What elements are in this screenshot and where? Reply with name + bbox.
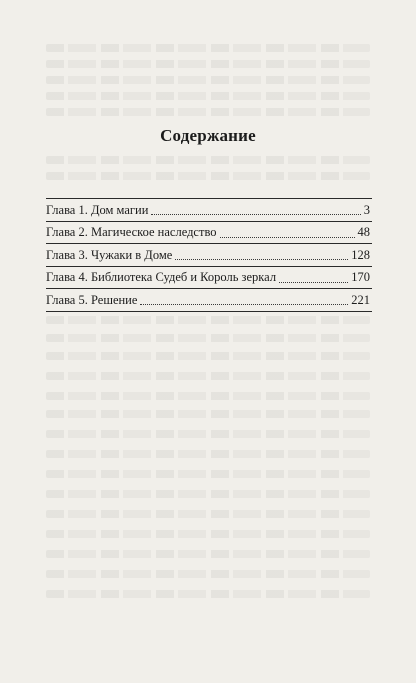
toc-entry[interactable] — [46, 221, 372, 244]
bleed-through-line — [46, 372, 370, 380]
toc-chapter-title: Глава 2. Магическое наследство — [46, 225, 217, 240]
bleed-through-line — [46, 410, 370, 418]
toc-page-number: 48 — [357, 225, 370, 240]
toc-page-number: 221 — [351, 292, 370, 307]
toc-dot-leader — [175, 258, 348, 260]
bleed-through-line — [46, 590, 370, 598]
bleed-through-line — [46, 92, 370, 100]
bleed-through-line — [46, 352, 370, 360]
toc-entry[interactable] — [46, 288, 372, 311]
toc-chapter-title: Глава 1. Дом магии — [46, 202, 149, 217]
toc-dot-leader — [151, 213, 360, 215]
bleed-through-line — [46, 316, 370, 324]
bleed-through-line — [46, 392, 370, 400]
toc-chapter-title: Глава 5. Решение — [46, 292, 138, 307]
bleed-through-line — [46, 450, 370, 458]
bleed-through-line — [46, 60, 370, 68]
bleed-through-line — [46, 490, 370, 498]
bleed-through-line — [46, 156, 370, 164]
toc-chapter-title: Глава 4. Библиотека Судеб и Король зеркал — [46, 270, 277, 285]
table-of-contents — [46, 198, 372, 312]
bleed-through-line — [46, 172, 370, 180]
bleed-through-line — [46, 430, 370, 438]
bleed-through-line — [46, 510, 370, 518]
bleed-through-line — [46, 470, 370, 478]
bleed-through-line — [46, 76, 370, 84]
toc-page-number: 170 — [351, 270, 370, 285]
toc-dot-leader — [220, 236, 355, 238]
toc-page-number: 128 — [351, 247, 370, 262]
toc-page-number: 3 — [363, 202, 370, 217]
toc-dot-leader — [279, 281, 348, 283]
toc-dot-leader — [140, 303, 348, 305]
bleed-through-line — [46, 44, 370, 52]
page-title: Содержание — [160, 126, 256, 145]
toc-entry[interactable] — [46, 243, 372, 266]
bleed-through-line — [46, 530, 370, 538]
bleed-through-line — [46, 334, 370, 342]
bleed-through-line — [46, 570, 370, 578]
toc-entry[interactable] — [46, 198, 372, 221]
toc-entry[interactable] — [46, 266, 372, 289]
bleed-through-line — [46, 550, 370, 558]
bleed-through-line — [46, 108, 370, 116]
toc-chapter-title: Глава 3. Чужаки в Доме — [46, 247, 173, 262]
